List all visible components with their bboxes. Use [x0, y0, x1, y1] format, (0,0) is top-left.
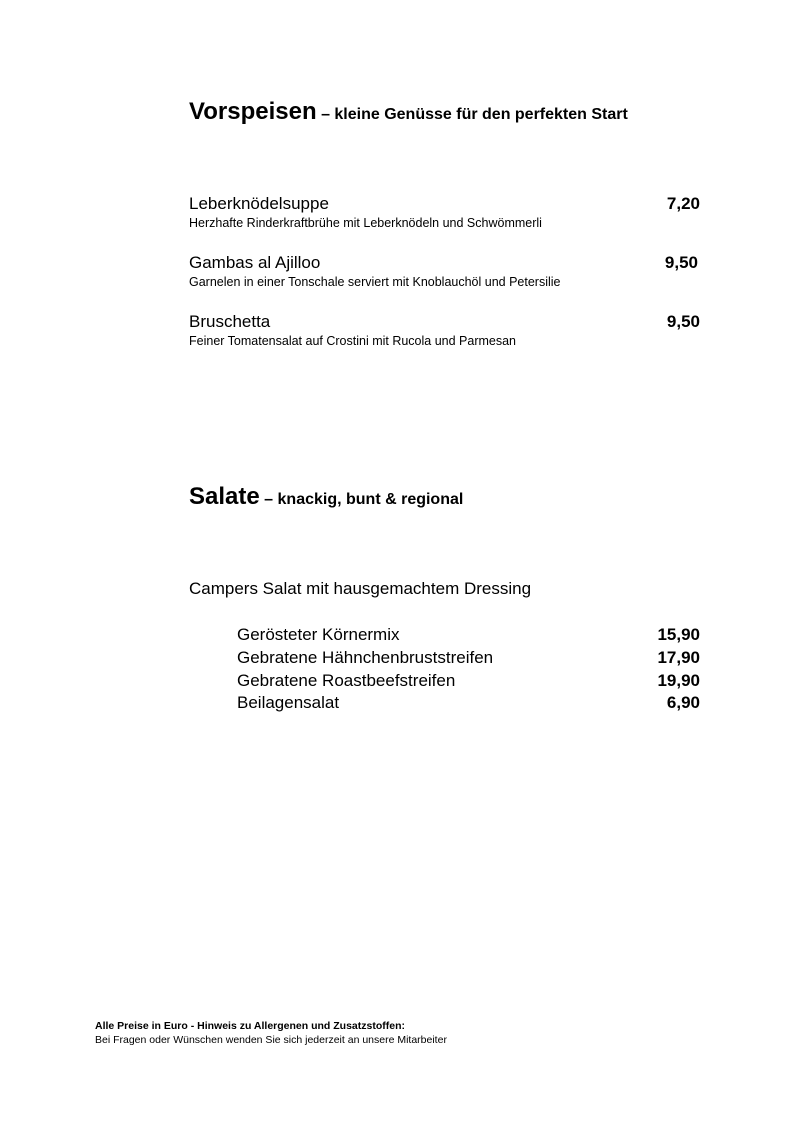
vorspeisen-title: Vorspeisen	[189, 98, 317, 125]
salad-topping-row	[237, 692, 700, 714]
menu-item-gambas	[189, 252, 700, 290]
vorspeisen-heading	[189, 98, 628, 126]
menu-item-description: Herzhafte Rinderkraftbrühe mit Leberknödeln und Schwömmerli	[189, 216, 542, 230]
salad-topping-row	[237, 670, 700, 692]
menu-item-description: Feiner Tomatensalat auf Crostini mit Rucola und Parmesan	[189, 334, 517, 348]
salad-topping-row	[237, 624, 700, 646]
salad-topping-row	[237, 647, 700, 669]
salate-title: Salate	[189, 483, 260, 510]
topping-price: 15,90	[657, 625, 700, 644]
topping-name: Gerösteter Körnermix	[237, 625, 400, 644]
topping-price: 17,90	[657, 648, 700, 667]
topping-price: 6,90	[666, 693, 700, 712]
menu-item-description: Garnelen in einer Tonschale serviert mit Knoblauchöl und Petersilie	[189, 275, 561, 289]
menu-item-price: 7,20	[666, 194, 700, 213]
footer-allergen-note: Alle Preise in Euro - Hinweis zu Allergenen und Zusatzstoffen:	[95, 1020, 405, 1032]
menu-item-price: 9,50	[666, 312, 700, 331]
menu-item-name: Gambas al Ajilloo	[189, 253, 321, 272]
topping-name: Gebratene Roastbeefstreifen	[237, 671, 456, 690]
footer-note	[95, 1019, 447, 1047]
menu-item-name: Leberknödelsuppe	[189, 194, 329, 213]
vorspeisen-subtitle: – kleine Genüsse für den perfekten Start	[321, 106, 628, 123]
salad-intro: Campers Salat mit hausgemachtem Dressing	[189, 579, 532, 598]
footer-contact-note: Bei Fragen oder Wünschen wenden Sie sich jederzeit an unsere Mitarbeiter	[95, 1034, 447, 1046]
topping-price: 19,90	[657, 671, 700, 690]
topping-name: Gebratene Hähnchenbruststreifen	[237, 648, 494, 667]
menu-item-name: Bruschetta	[189, 312, 271, 331]
salate-subtitle: – knackig, bunt & regional	[264, 491, 464, 508]
menu-item-leberknoedelsuppe	[189, 193, 700, 231]
topping-name: Beilagensalat	[237, 693, 340, 712]
menu-item-bruschetta	[189, 311, 700, 349]
salate-heading	[189, 483, 463, 511]
menu-item-price: 9,50	[664, 253, 698, 272]
